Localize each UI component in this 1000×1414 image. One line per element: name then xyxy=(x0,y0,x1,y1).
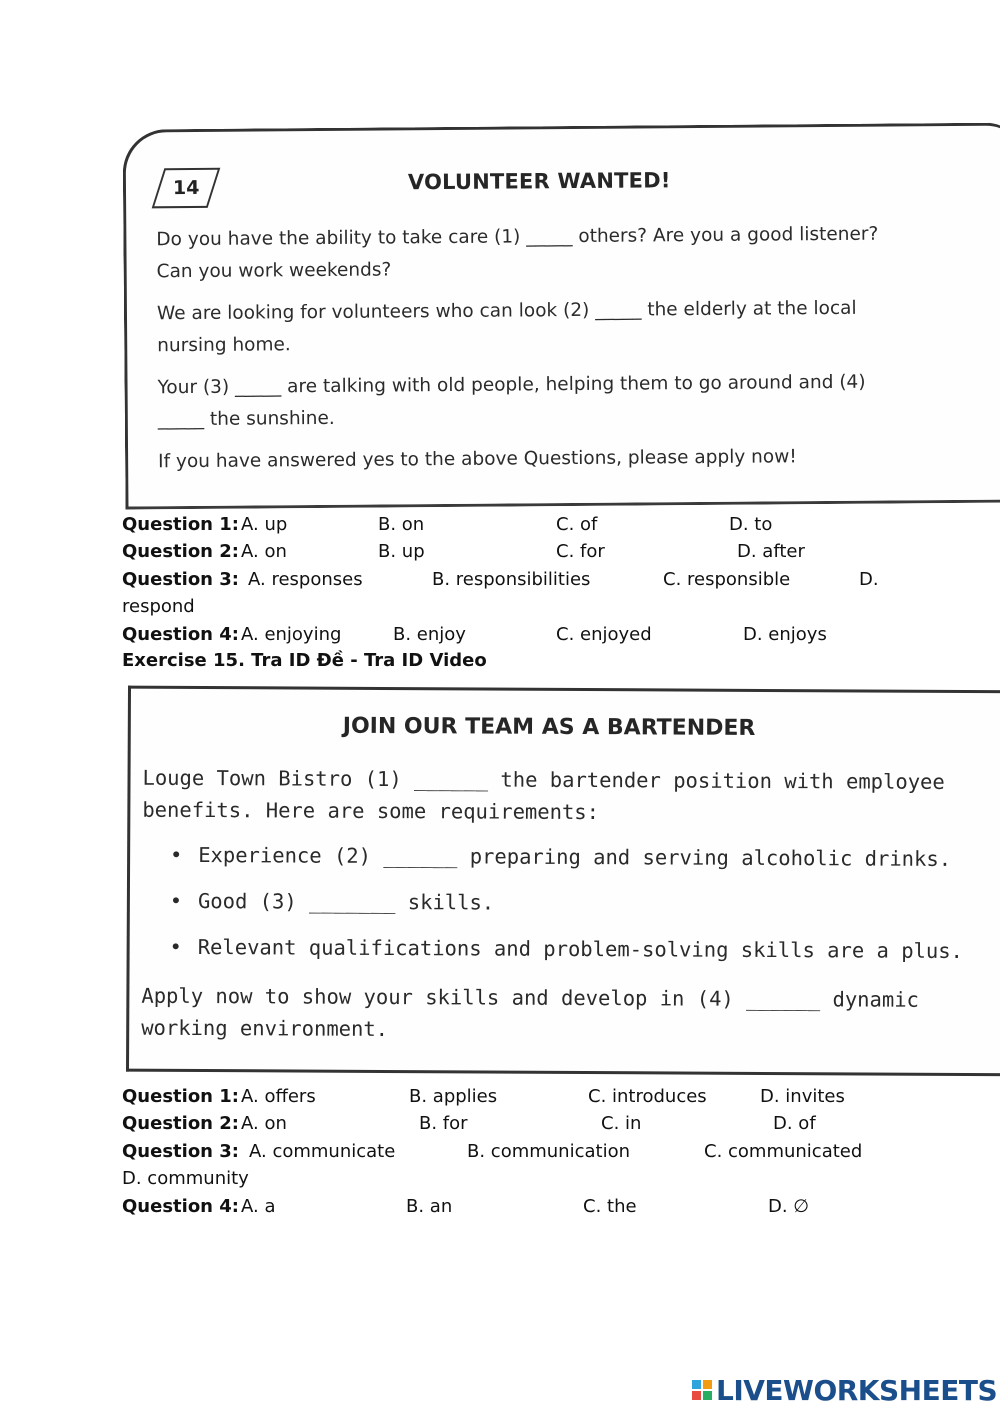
passage-line: Can you work weekends? xyxy=(156,259,392,283)
option-a[interactable]: A. responses xyxy=(248,569,363,590)
question-row xyxy=(122,622,827,648)
option-d[interactable]: D. of xyxy=(773,1113,816,1134)
passage-line: working environment. xyxy=(141,1015,389,1042)
passage-line: Louge Town Bistro (1) ______ the bartender position with employee xyxy=(142,765,945,794)
requirement-bullet: • Relevant qualifications and problem-solving skills are a plus. xyxy=(170,935,963,963)
option-b[interactable]: B. applies xyxy=(409,1086,498,1107)
option-a[interactable]: A. communicate xyxy=(249,1141,396,1162)
option-b[interactable]: B. up xyxy=(378,541,425,562)
logo-square xyxy=(692,1380,701,1389)
question-label: Question 2: xyxy=(122,541,239,562)
question-row xyxy=(122,567,879,593)
exercise-number-badge xyxy=(152,168,221,209)
question-label: Question 4: xyxy=(122,1196,239,1217)
option-b[interactable]: B. responsibilities xyxy=(432,569,591,590)
question-label: Question 3: xyxy=(122,1141,239,1162)
exercise-14-title: VOLUNTEER WANTED! xyxy=(407,168,671,195)
question-row xyxy=(122,1084,845,1110)
exercise-15-image xyxy=(126,686,1000,1077)
option-c[interactable]: C. for xyxy=(556,541,605,562)
logo-mark-icon xyxy=(692,1380,712,1400)
passage-line: _____ the sunshine. xyxy=(157,407,335,431)
option-d[interactable]: D. xyxy=(859,569,879,590)
question-row xyxy=(122,1139,863,1165)
option-d[interactable]: D. to xyxy=(729,514,773,535)
logo-square xyxy=(703,1380,712,1389)
logo-square xyxy=(703,1391,712,1400)
passage-line: Do you have the ability to take care (1) _____ others? Are you a good listener? xyxy=(156,223,879,251)
exercise-14-image xyxy=(123,122,1000,509)
option-b[interactable]: B. communication xyxy=(467,1141,630,1162)
question-wrap-line[interactable]: D. community xyxy=(122,1168,249,1189)
passage-line: nursing home. xyxy=(157,334,291,357)
option-d[interactable]: D. after xyxy=(737,541,805,562)
exercise-number: 14 xyxy=(172,176,200,200)
option-c[interactable]: C. responsible xyxy=(663,569,791,590)
question-row xyxy=(122,1194,809,1220)
option-c[interactable]: C. in xyxy=(601,1113,642,1134)
option-a[interactable]: A. enjoying xyxy=(241,624,342,645)
passage-line: Apply now to show your skills and develop in (4) ______ dynamic xyxy=(141,983,920,1012)
logo-wordmark: LIVEWORKSHEETS xyxy=(716,1373,998,1407)
option-d[interactable]: D. ∅ xyxy=(768,1196,809,1217)
question-row xyxy=(122,512,773,538)
passage-line: If you have answered yes to the above Questions, please apply now! xyxy=(158,446,797,473)
question-label: Question 1: xyxy=(122,1086,239,1107)
option-a[interactable]: A. on xyxy=(241,1113,287,1134)
requirement-bullet: • Good (3) _______ skills. xyxy=(170,889,494,915)
passage-line: We are looking for volunteers who can look (2) _____ the elderly at the local xyxy=(156,297,857,325)
option-a[interactable]: A. offers xyxy=(241,1086,316,1107)
exercise-15-title: JOIN OUR TEAM AS A BARTENDER xyxy=(342,713,756,741)
requirement-bullet: • Experience (2) ______ preparing and serving alcoholic drinks. xyxy=(170,843,951,871)
question-label: Question 2: xyxy=(122,1113,239,1134)
option-c[interactable]: C. of xyxy=(556,514,598,535)
option-d[interactable]: D. invites xyxy=(760,1086,845,1107)
option-a[interactable]: A. on xyxy=(241,541,287,562)
option-c[interactable]: C. introduces xyxy=(588,1086,707,1107)
option-b[interactable]: B. an xyxy=(406,1196,453,1217)
option-a[interactable]: A. a xyxy=(241,1196,276,1217)
question-row xyxy=(122,1111,816,1137)
option-d[interactable]: D. enjoys xyxy=(743,624,827,645)
question-label: Question 4: xyxy=(122,624,239,645)
option-a[interactable]: A. up xyxy=(241,514,288,535)
passage-line: benefits. Here are some requirements: xyxy=(142,797,600,825)
question-row xyxy=(122,539,805,565)
logo-square xyxy=(692,1391,701,1400)
exercise-15-heading: Exercise 15. Tra ID Đề - Tra ID Video xyxy=(122,650,487,671)
question-label: Question 1: xyxy=(122,514,239,535)
passage-line: Your (3) _____ are talking with old people, helping them to go around and (4) xyxy=(157,371,866,399)
option-b[interactable]: B. for xyxy=(419,1113,468,1134)
option-b[interactable]: B. enjoy xyxy=(393,624,466,645)
option-b[interactable]: B. on xyxy=(378,514,425,535)
option-c[interactable]: C. the xyxy=(583,1196,637,1217)
question-label: Question 3: xyxy=(122,569,239,590)
option-c[interactable]: C. enjoyed xyxy=(556,624,652,645)
option-c[interactable]: C. communicated xyxy=(704,1141,863,1162)
question-wrap-line[interactable]: respond xyxy=(122,596,195,617)
liveworksheets-logo[interactable] xyxy=(692,1372,997,1408)
